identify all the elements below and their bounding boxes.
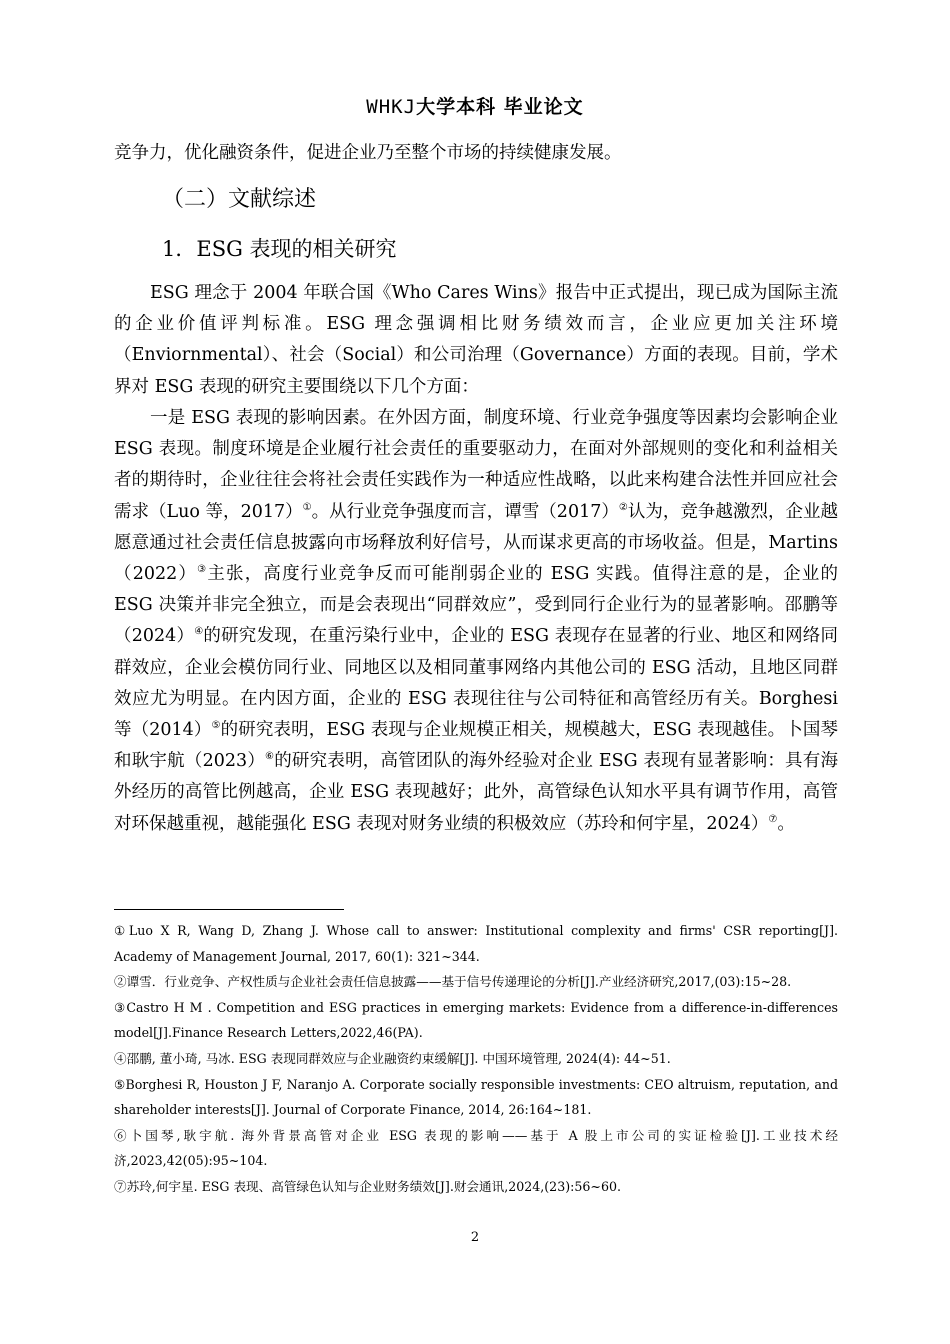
text-run: 认为，竞争越激烈，企业越愿意通过社会责任信息披露向市场释放利好信号，从而谋求更高的市场收益。但是，Martins（2022） bbox=[114, 501, 839, 585]
text-run: 一是 ESG 表现的影响因素。在外因方面，制度环境、行业竞争强度等因素均会影响企业 ESG 表现。制度环境是企业履行社会责任的重要驱动力，在面对外部规则的变化和利益相关者的期待时，企业往往会将社会责任实践作为一种适应性战略，以此来构建合法性并回应社会需求（Luo 等，2017） bbox=[114, 408, 838, 522]
section-title: （二）文献综述 bbox=[162, 187, 317, 212]
footnote-3: ③Castro H M . Competition and ESG practices in emerging markets: Evidence from a difference-in-differences model[J].Finance Research Letters,2022,46(PA). bbox=[114, 999, 838, 1041]
paragraph-intro: 竞争力，优化融资条件，促进企业乃至整个市场的持续健康发展。 bbox=[114, 143, 622, 163]
footnote-ref-4[interactable]: ④ bbox=[194, 626, 204, 638]
footnote-ref-3[interactable]: ③ bbox=[197, 564, 208, 576]
text-run: 的研究表明，高管团队的海外经验对企业 ESG 表现有显著影响：具有海外经历的高管比例越高，企业 ESG 表现越好；此外，高管绿色认知水平具有调节作用，高管对环保越重视，越能强化 ESG 表现对财务业绩的积极效应（苏玲和何宇星，2024） bbox=[114, 751, 838, 834]
footnote-ref-6[interactable]: ⑥ bbox=[265, 751, 275, 763]
footnote-ref-1[interactable]: ① bbox=[302, 501, 312, 513]
text-run: 。 bbox=[777, 813, 795, 834]
footnote-6: ⑥卜国琴,耿宇航. 海外背景高管对企业 ESG 表现的影响——基于 A 股上市公司的实证检验[J].工业技术经济,2023,42(05):95~104. bbox=[114, 1127, 838, 1169]
page-header bbox=[0, 92, 950, 119]
header-title: 大学本科 毕业论文 bbox=[416, 96, 584, 118]
footnote-4: ④邵鹏, 董小琦, 马冰. ESG 表现同群效应与企业融资约束缓解[J]. 中国环境管理, 2024(4): 44~51. bbox=[114, 1050, 671, 1066]
footnote-2: ②谭雪．行业竞争、产权性质与企业社会责任信息披露——基于信号传递理论的分析[J].产业经济研究,2017,(03):15~28. bbox=[114, 974, 792, 990]
subsection-latin: ESG bbox=[196, 237, 243, 261]
text-run: 主张，高度行业竞争反而可能削弱企业的 ESG 实践。值得注意的是，企业的 ESG 决策并非完全独立，而是会表现出“同群效应”，受到同行企业行为的显著影响。邵鹏等（2024） bbox=[114, 564, 838, 647]
footnote-1: ①Luo X R, Wang D, Zhang J. Whose call to answer: Institutional complexity and firms' CSR reporting[J]. Academy of Management Journal, 2017, 60(1): 321~344. bbox=[114, 923, 838, 964]
footnote-ref-7[interactable]: ⑦ bbox=[768, 813, 778, 825]
header-school-code: WHKJ bbox=[366, 96, 417, 118]
footnote-5: ⑤Borghesi R, Houston J F, Naranjo A. Corporate socially responsible investments: CEO altruism, reputation, and shareholder interests[J]. Journal of Corporate Finance, 2014, 26:164~181. bbox=[114, 1076, 838, 1118]
subsection-title bbox=[162, 233, 397, 263]
footnotes bbox=[114, 918, 838, 1200]
text-run: 的研究表明，ESG 表现与企业规模正相关，规模越大，ESG 表现越佳。卜国琴和耿宇航（2023） bbox=[114, 720, 839, 772]
footnote-ref-5[interactable]: ⑤ bbox=[211, 720, 221, 732]
footnote-7: ⑦苏玲,何宇星. ESG 表现、高管绿色认知与企业财务绩效[J].财会通讯,2024,(23):56~60. bbox=[114, 1178, 621, 1194]
footnote-ref-2[interactable]: ② bbox=[618, 501, 628, 513]
text-run: 。从行业竞争强度而言，谭雪（2017） bbox=[311, 501, 619, 522]
paragraph-esg-concept: ESG 理念于 2004 年联合国《Who Cares Wins》报告中正式提出，现已成为国际主流的企业价值评判标准。ESG 理念强调相比财务绩效而言，企业应更加关注环境（Enviornmental）、社会（Social）和公司治理（Governance）方面的表现。目前，学术界对 ESG 表现的研究主要围绕以下几个方面： bbox=[114, 283, 838, 397]
subsection-text: 表现的相关研究 bbox=[242, 237, 397, 261]
page-number: 2 bbox=[470, 1230, 480, 1245]
footnote-divider bbox=[114, 909, 344, 910]
paragraph-influencing-factors bbox=[114, 403, 838, 840]
subsection-number: 1． bbox=[162, 237, 197, 261]
text-run: 的研究发现，在重污染行业中，企业的 ESG 表现存在显著的行业、地区和网络同群效应，企业会模仿同行业、同地区以及相同董事网络内其他公司的 ESG 活动，且地区同群效应尤为明显。在内因方面，企业的 ESG 表现往往与公司特征和高管经历有关。Borghesi 等（2014） bbox=[114, 626, 838, 741]
